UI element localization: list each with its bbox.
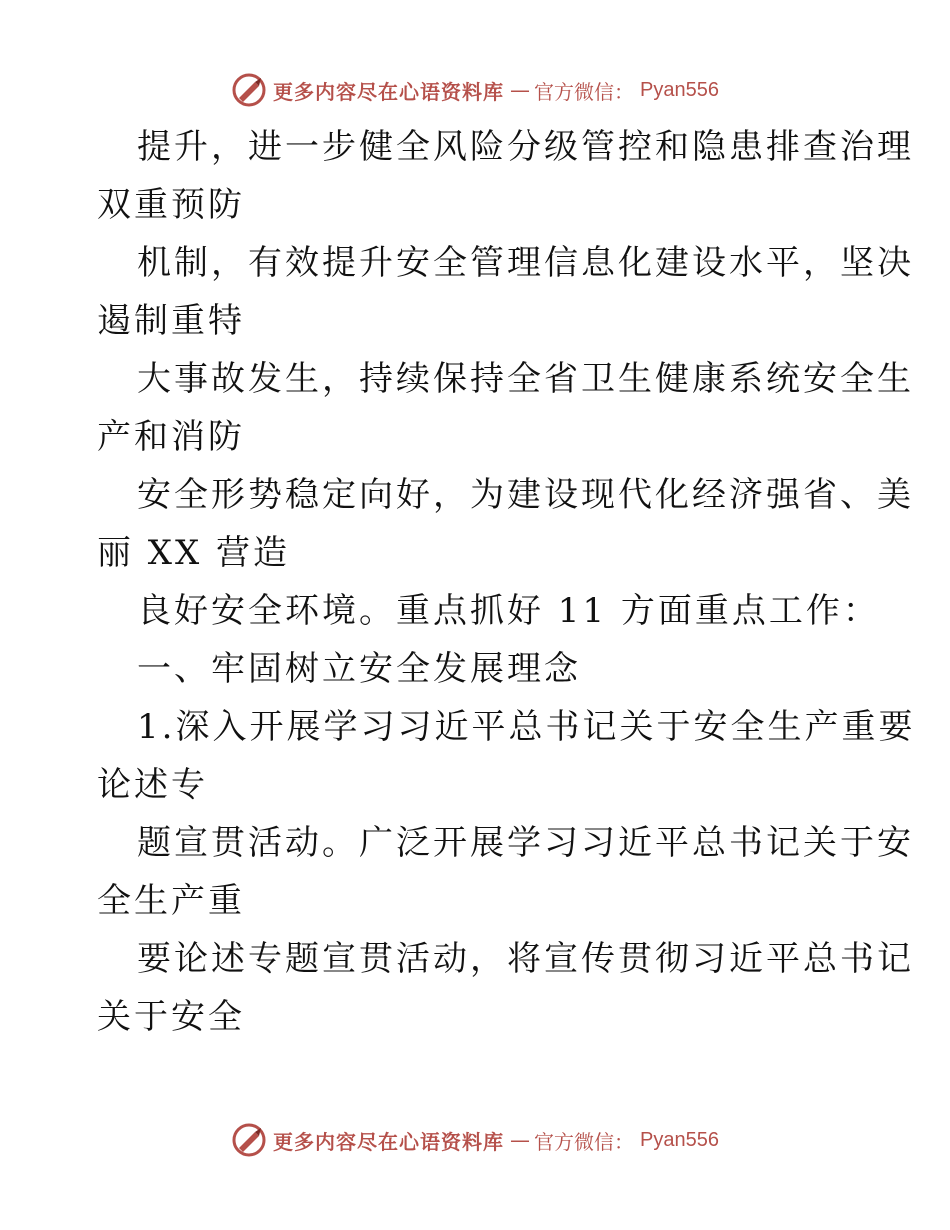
text-line: 论述专	[97, 765, 208, 805]
text-line: 全生产重	[97, 881, 245, 921]
text-line: 要论述专题宣贯活动，将宣传贯彻习近平总书记	[137, 939, 914, 979]
banner-dash: —	[510, 1128, 529, 1152]
banner-dash: —	[510, 78, 529, 102]
brand-logo-icon	[231, 1122, 267, 1158]
paragraph-9	[97, 930, 914, 1046]
banner-label: 官方微信：	[534, 79, 635, 104]
footer-banner	[0, 1120, 950, 1160]
banner-handle: Pyan556	[640, 78, 719, 101]
text-line: 产和消防	[97, 417, 245, 457]
paragraph-5	[97, 582, 880, 640]
paragraph-7	[97, 698, 916, 814]
paragraph-3	[97, 350, 914, 466]
header-banner	[0, 70, 950, 110]
text-line: 题宣贯活动。广泛开展学习习近平总书记关于安	[137, 823, 914, 863]
paragraph-4	[97, 466, 914, 582]
text-line: 机制，有效提升安全管理信息化建设水平，坚决	[137, 243, 914, 283]
banner-brand-text: 更多内容尽在心语资料库	[273, 1129, 505, 1154]
paragraph-2	[97, 234, 914, 350]
text-line: 丽 XX 营造	[97, 533, 291, 573]
brand-logo-icon	[231, 72, 267, 108]
text-line: 大事故发生，持续保持全省卫生健康系统安全生	[137, 359, 914, 399]
paragraph-1	[97, 118, 914, 234]
document-body	[97, 118, 916, 1046]
text-line: 提升，进一步健全风险分级管控和隐患排查治理	[137, 127, 914, 167]
banner-brand-text: 更多内容尽在心语资料库	[273, 79, 505, 104]
banner-handle: Pyan556	[640, 1128, 719, 1151]
text-line: 1.深入开展学习习近平总书记关于安全生产重要	[137, 707, 916, 747]
text-line: 遏制重特	[97, 301, 245, 341]
section-heading	[97, 640, 857, 698]
text-line: 一、牢固树立安全发展理念	[137, 649, 581, 689]
text-line: 安全形势稳定向好，为建设现代化经济强省、美	[137, 475, 914, 515]
paragraph-8	[97, 814, 914, 930]
text-line: 关于安全	[97, 997, 245, 1037]
text-line: 双重预防	[97, 185, 245, 225]
banner-label: 官方微信：	[534, 1129, 635, 1154]
text-line: 良好安全环境。重点抓好 11 方面重点工作：	[137, 591, 880, 631]
